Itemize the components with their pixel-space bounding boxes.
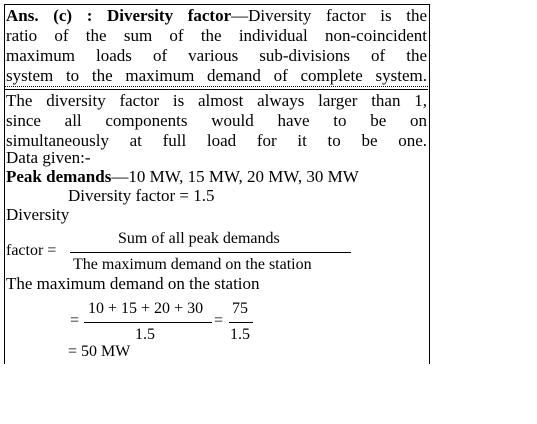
answer-line-4: system to the maximum demand of complete system.	[6, 66, 427, 85]
answer-line-2: ratio of the sum of the individual non-coincident	[6, 26, 427, 45]
data-given-label: Data given:-	[6, 148, 91, 167]
answer-label: Ans. (c) : Diversity factor	[6, 6, 232, 25]
explanation-line-2: since all components would have to be on	[6, 111, 427, 130]
factor-equals: factor =	[6, 242, 57, 259]
peak-demands-values: —10 MW, 15 MW, 20 MW, 30 MW	[111, 167, 359, 186]
diversity-factor-given: Diversity factor = 1.5	[68, 186, 215, 205]
peak-demands-label: Peak demands	[6, 167, 112, 186]
answer-dash: —	[231, 6, 249, 25]
explanation	[6, 91, 427, 151]
peak-demands-line	[6, 167, 359, 187]
calc-fraction-bar	[84, 322, 212, 323]
answer-line-3: maximum loads of various sub-divisions of the	[6, 46, 427, 65]
solid-divider	[5, 89, 428, 90]
dotted-divider	[5, 86, 428, 87]
formula-numerator: Sum of all peak demands	[118, 230, 280, 247]
answer-line-1	[6, 6, 427, 26]
calc2-fraction-bar	[229, 322, 253, 323]
top-border	[5, 4, 429, 5]
max-demand-line: The maximum demand on the station	[6, 274, 260, 293]
formula-denominator: The maximum demand on the station	[73, 256, 312, 273]
equals-sign-1: =	[70, 312, 80, 329]
diversity-word: Diversity	[6, 205, 70, 224]
calc2-numerator: 75	[232, 300, 248, 317]
explanation-line-3: simultaneously at full load for it to be one.	[6, 131, 427, 150]
answer-definition	[6, 6, 427, 86]
calc-denominator: 1.5	[135, 326, 155, 343]
result: = 50 MW	[68, 343, 131, 360]
calc2-denominator: 1.5	[230, 326, 250, 343]
answer-line-1-text: Diversity factor is the	[248, 6, 427, 25]
formula-fraction-bar	[70, 252, 351, 253]
explanation-line-1: The diversity factor is almost always larger than 1,	[6, 91, 427, 110]
calc-numerator: 10 + 15 + 20 + 30	[88, 300, 204, 317]
equals-sign-2: =	[214, 312, 224, 329]
